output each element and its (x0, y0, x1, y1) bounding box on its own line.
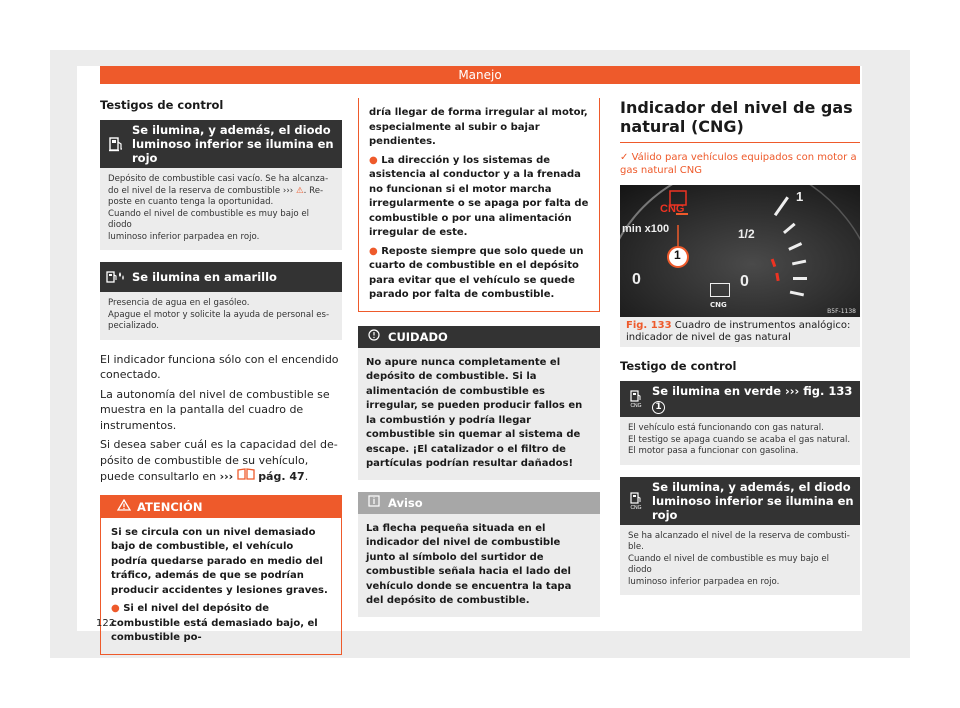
note-box (358, 492, 600, 617)
warning-box-continued (358, 98, 600, 312)
control-lamp-title: Se ilumina, y además, el diodo luminoso inferior se ilumina en rojo (652, 479, 854, 522)
callout-circle: 1 (652, 401, 665, 414)
control-lamp-description (100, 292, 342, 340)
caution-box (358, 326, 600, 480)
column-right (620, 98, 860, 607)
bullet-text: Reposte siempre que solo quede un cuarto de combustible en el depósito para evitar que el vehículo se quede parado por falta de combustible. (369, 245, 584, 300)
paragraph: La autonomía del nivel de combustible se muestra en la pantalla del cuadro de instrumentos. (100, 387, 330, 432)
control-lamp-header (100, 262, 342, 292)
water-in-fuel-icon (100, 269, 132, 285)
rpm-zero-label: 0 (632, 271, 641, 288)
bullet-icon: ● (369, 245, 378, 257)
scale-empty-label: 0 (740, 273, 749, 290)
control-lamp-description (620, 525, 860, 596)
book-reference-icon (237, 470, 255, 483)
control-lamp-description (100, 168, 342, 250)
figure-caption (620, 317, 860, 347)
column-middle (358, 98, 600, 617)
bullet-text: La dirección y los sistemas de asistencia al conductor y a la frenada no funcionan si el motor marcha irregularmente o se apaga por falta de combustible o por una alimentación irregular de este. (369, 154, 589, 238)
description-line: poste en cuanto tenga la oportunidad. (108, 197, 274, 207)
section-heading: Indicador del nivel de gas natural (CNG) (620, 98, 860, 143)
control-lamp-cng-red (620, 477, 860, 596)
control-lamp-fuel-reserve (100, 120, 342, 250)
svg-text:CNG: CNG (630, 403, 642, 409)
warning-header (101, 496, 341, 518)
bullet-icon: ● (111, 603, 120, 614)
warning-text: dría llegar de forma irregular al motor, especialmente al subir o bajar pendientes. (369, 107, 588, 147)
control-lamp-cng-green (620, 381, 860, 465)
note-header (358, 492, 600, 514)
warning-text: Si se circula con un nivel demasiado bajo de combustible, el vehículo podría quedarse parado en medio del tráfico, además de que se podrían producir accidentes y lesiones graves. (111, 526, 328, 596)
header-bar: Manejo (100, 66, 860, 84)
control-lamp-title (652, 381, 860, 417)
figure-code: B5F-1138 (827, 308, 856, 315)
description-line (108, 186, 334, 198)
description-line: luminoso inferior parpadea en rojo. (628, 576, 780, 587)
description-line: Depósito de combustible casi vacío. Se ha alcanza- (108, 174, 329, 184)
instrument-cluster-figure (620, 185, 860, 317)
bullet-text: Si el nivel del depósito de combustible está demasiado bajo, el combustible po- (111, 603, 318, 643)
caution-text: No apure nunca completamente el depósito de combustible. Si la alimentación de combustible es irregular, se pueden producir fallos en la combustión y podría llegar combustible sin quemar al sistema de escape. ¡El catalizador o el filtro de partículas podrían resultar dañados! (366, 356, 583, 469)
control-lamp-header (100, 120, 342, 168)
figure-number: Fig. 133 (626, 320, 672, 331)
description-text: . Re- (303, 185, 324, 196)
warning-bullet (369, 245, 589, 303)
bullet-icon: ● (369, 154, 378, 166)
description-line: pecializado. (108, 321, 159, 331)
description-line: Presencia de agua en el gasóleo. (108, 298, 250, 308)
info-circle-icon (368, 329, 380, 344)
description-text: do el nivel de la reserva de combustible (108, 185, 281, 196)
control-lamp-title: Se ilumina en amarillo (132, 270, 277, 284)
description-line: Cuando el nivel de combustible es muy bajo el diodo (108, 208, 310, 230)
page-number: 122 (96, 618, 116, 629)
warning-box (100, 495, 342, 655)
description-line: El vehículo está funcionando con gas natural. (628, 423, 824, 433)
validity-text: Válido para vehículos equipados con motor a gas natural CNG (620, 152, 857, 176)
validity-note (620, 151, 860, 177)
note-text: La flecha pequeña situada en el indicador del nivel de combustible junto al símbolo del surtidor de combustible señala hacia el lado del vehículo donde se encuentra la tapa del depósito de combustible. (366, 522, 572, 606)
gas-gauge-illustration (620, 185, 860, 317)
paragraph: El indicador funciona sólo con el encendido conectado. (100, 352, 339, 381)
reference-arrows-icon: ››› (785, 384, 800, 398)
note-title: Aviso (388, 495, 423, 510)
cng-small-label: CNG (710, 301, 727, 309)
description-line: Cuando el nivel de combustible es muy bajo el diodo (628, 553, 830, 575)
caption-text: Cuadro de instrumentos analógico: indicador de nivel de gas natural (626, 320, 851, 343)
warning-title: ATENCIÓN (137, 499, 203, 514)
description-line: El motor pasa a funcionar con gasolina. (628, 446, 799, 456)
reference-arrows-icon: ››› (219, 470, 234, 483)
reference-arrows-icon: ››› (282, 185, 294, 196)
description-line: luminoso inferior parpadea en rojo. (108, 231, 260, 242)
description-line: El testigo se apaga cuando se acaba el gas natural. (628, 434, 851, 445)
warning-body (101, 518, 341, 654)
checkmark-icon: ✓ (620, 152, 629, 163)
column-left (100, 98, 342, 655)
cng-pump-icon (620, 491, 652, 511)
svg-text:CNG: CNG (630, 504, 642, 511)
paragraph-text: . (304, 470, 309, 483)
control-lamp-description (620, 417, 860, 465)
caution-header (358, 326, 600, 348)
control-lamp-title: Se ilumina, y además, el diodo luminoso inferior se ilumina en rojo (132, 123, 334, 165)
warning-body (359, 98, 599, 311)
paragraph (100, 437, 342, 485)
lamp-title-text: Se ilumina en verde (652, 384, 782, 398)
note-icon (368, 495, 380, 510)
figure-reference[interactable]: fig. 133 (803, 384, 853, 398)
description-line: Se ha alcanzado el nivel de la reserva de combusti- (628, 530, 850, 541)
control-lamp-header (620, 477, 860, 525)
paragraph-text: Si desea saber cuál es la capacidad del depósito de combustible de su vehículo, puede consultarlo en (100, 438, 338, 483)
description-line: ble. (628, 542, 644, 552)
warning-bullet (111, 602, 331, 646)
warning-triangle-icon (117, 496, 131, 518)
caution-title: CUIDADO (388, 329, 448, 344)
cng-label: CNG (660, 203, 685, 215)
description-line: Apague el motor y solicite la ayuda de personal es- (108, 309, 330, 320)
rpm-label: min x100 (622, 223, 670, 235)
callout-number: 1 (674, 248, 681, 262)
fuel-pump-icon (100, 135, 132, 153)
control-lamp-water-in-diesel (100, 262, 342, 340)
scale-half-label: 1/2 (738, 227, 755, 241)
control-lamp-header (620, 381, 860, 417)
cng-pump-icon (710, 283, 730, 297)
scale-full-label: 1 (796, 189, 804, 204)
warning-triangle-icon: ⚠ (295, 185, 304, 196)
subsection-title: Testigo de control (620, 359, 737, 373)
warning-bullet (369, 154, 589, 241)
section-title: Testigos de control (100, 98, 224, 112)
page-link[interactable]: pág. 47 (258, 470, 305, 483)
cng-pump-icon (620, 389, 652, 409)
